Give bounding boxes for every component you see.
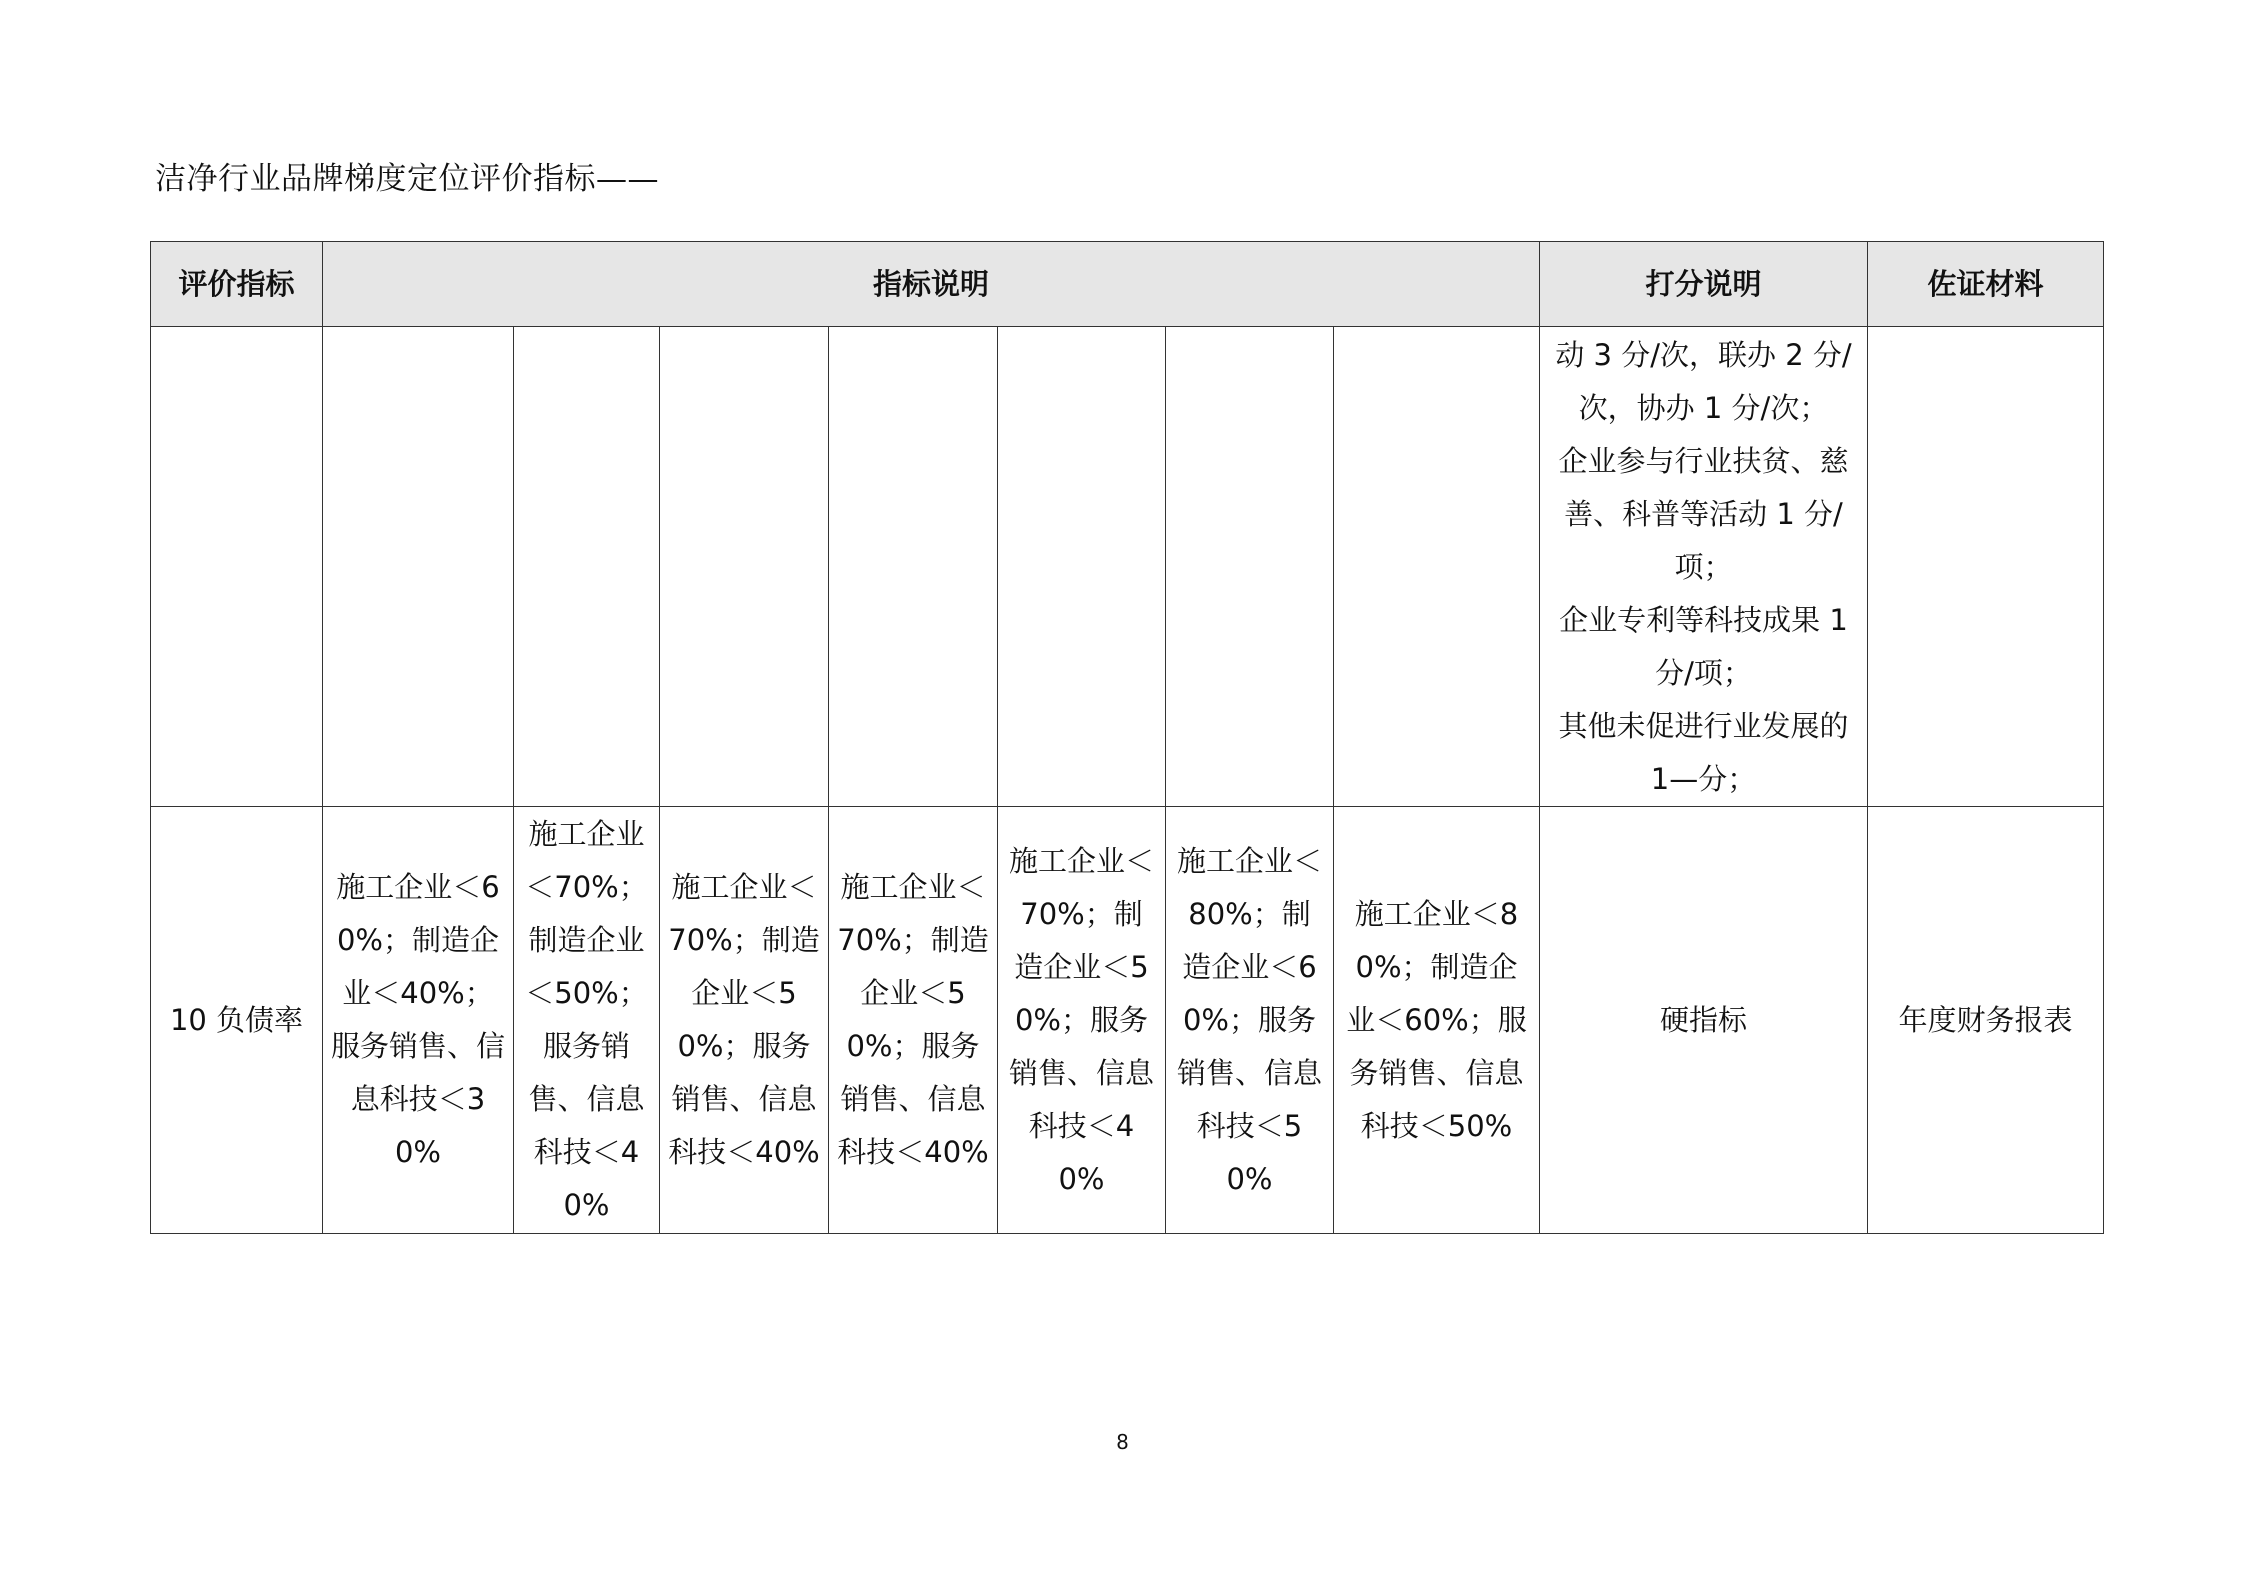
continued-level-cell-3 <box>660 327 829 807</box>
continued-level-cell-7 <box>1334 327 1540 807</box>
continued-level-cell-4 <box>829 327 998 807</box>
debt-indicator-cell: 10 负债率 <box>151 807 323 1234</box>
continued-indicator-cell <box>151 327 323 807</box>
header-evidence: 佐证材料 <box>1868 242 2104 327</box>
header-indicator: 评价指标 <box>151 242 323 327</box>
continued-level-cell-1 <box>323 327 514 807</box>
header-description: 指标说明 <box>323 242 1540 327</box>
debt-level-cell-5: 施工企业＜70%；制造企业＜50%；服务销售、信息科技＜40% <box>998 807 1166 1234</box>
continued-level-cell-6 <box>1166 327 1334 807</box>
debt-level-cell-6: 施工企业＜80%；制造企业＜60%；服务销售、信息科技＜50% <box>1166 807 1334 1234</box>
debt-level-cell-7: 施工企业＜80%；制造企业＜60%；服务销售、信息科技＜50% <box>1334 807 1540 1234</box>
continued-scoring-cell <box>1540 327 1868 807</box>
debt-level-cell-4: 施工企业＜70%；制造企业＜50%；服务销售、信息科技＜40% <box>829 807 998 1234</box>
debt-level-cell-1: 施工企业＜60%；制造企业＜40%；服务销售、信息科技＜30% <box>323 807 514 1234</box>
continued-row <box>151 327 2104 807</box>
header-scoring: 打分说明 <box>1540 242 1868 327</box>
scoring-line: 其他未促进行业发展的 1—分； <box>1558 709 1849 796</box>
continued-level-cell-2 <box>514 327 660 807</box>
debt-ratio-row <box>151 807 2104 1234</box>
debt-scoring-cell: 硬指标 <box>1540 807 1868 1234</box>
scoring-line: 企业参与行业扶贫、慈善、科普等活动 1 分/项； <box>1558 444 1849 584</box>
scoring-line: 企业专利等科技成果 1 分/项； <box>1559 603 1848 690</box>
page-number: 8 <box>1116 1430 1129 1454</box>
debt-level-cell-3: 施工企业＜70%；制造企业＜50%；服务销售、信息科技＜40% <box>660 807 829 1234</box>
document-title: 洁净行业品牌梯度定位评价指标—— <box>155 161 659 197</box>
continued-level-cell-5 <box>998 327 1166 807</box>
debt-level-cell-2: 施工企业＜70%；制造企业＜50%；服务销售、信息科技＜40% <box>514 807 660 1234</box>
debt-evidence-cell: 年度财务报表 <box>1868 807 2104 1234</box>
scoring-line: 动 3 分/次，联办 2 分/次，协办 1 分/次； <box>1555 338 1852 425</box>
header-row <box>151 242 2104 327</box>
continued-evidence-cell <box>1868 327 2104 807</box>
evaluation-table <box>150 241 2104 1234</box>
